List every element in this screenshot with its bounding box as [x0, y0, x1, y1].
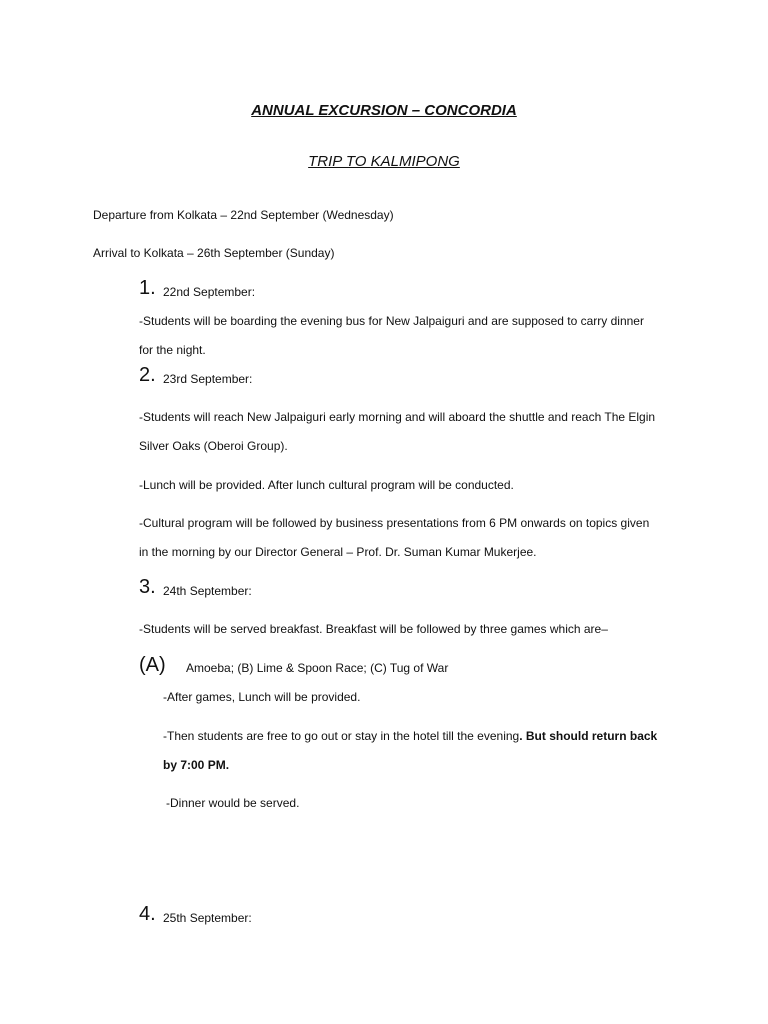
- free-time-line: [163, 728, 657, 744]
- item-line: -Students will be served breakfast. Breakfast will be followed by three games which are–: [139, 622, 608, 636]
- departure-line: Departure from Kolkata – 22nd September (Wednesday): [93, 208, 394, 222]
- item-line: -Lunch will be provided. After lunch cultural program will be conducted.: [139, 478, 514, 492]
- item-date: 24th September:: [163, 584, 252, 598]
- item-line: -Cultural program will be followed by business presentations from 6 PM onwards on topics given: [139, 516, 650, 530]
- return-time: by 7:00 PM.: [163, 758, 230, 772]
- item-line: -Students will reach New Jalpaiguri early morning and will aboard the shuttle and reach The Elgin: [139, 410, 656, 424]
- games-list: Amoeba; (B) Lime & Spoon Race; (C) Tug of War: [186, 661, 449, 675]
- document-subtitle: TRIP TO KALMIPONG: [308, 153, 460, 170]
- item-number: 4.: [139, 903, 156, 925]
- games-marker: (A): [139, 654, 166, 676]
- item-date: 23rd September:: [163, 372, 253, 386]
- item-number: 3.: [139, 576, 156, 598]
- item-date: 22nd September:: [163, 285, 256, 299]
- item-line: Silver Oaks (Oberoi Group).: [139, 439, 288, 453]
- item-line: -Students will be boarding the evening bus for New Jalpaiguri and are supposed to carry dinner: [139, 314, 644, 328]
- item-date: 25th September:: [163, 911, 252, 925]
- item-number: 2.: [139, 364, 156, 386]
- item-line: for the night.: [139, 343, 206, 357]
- item-line: in the morning by our Director General – Prof. Dr. Suman Kumar Mukerjee.: [139, 545, 537, 559]
- free-time-bold: . But should return back: [519, 729, 658, 743]
- free-time-line-2: [163, 757, 229, 773]
- free-time-plain: -Then students are free to go out or stay in the hotel till the evening: [163, 729, 520, 743]
- dinner-line: -Dinner would be served.: [166, 796, 300, 810]
- item-number: 1.: [139, 277, 156, 299]
- arrival-line: Arrival to Kolkata – 26th September (Sunday): [93, 246, 335, 260]
- after-games-line: -After games, Lunch will be provided.: [163, 690, 361, 704]
- document-title: ANNUAL EXCURSION – CONCORDIA: [251, 102, 517, 119]
